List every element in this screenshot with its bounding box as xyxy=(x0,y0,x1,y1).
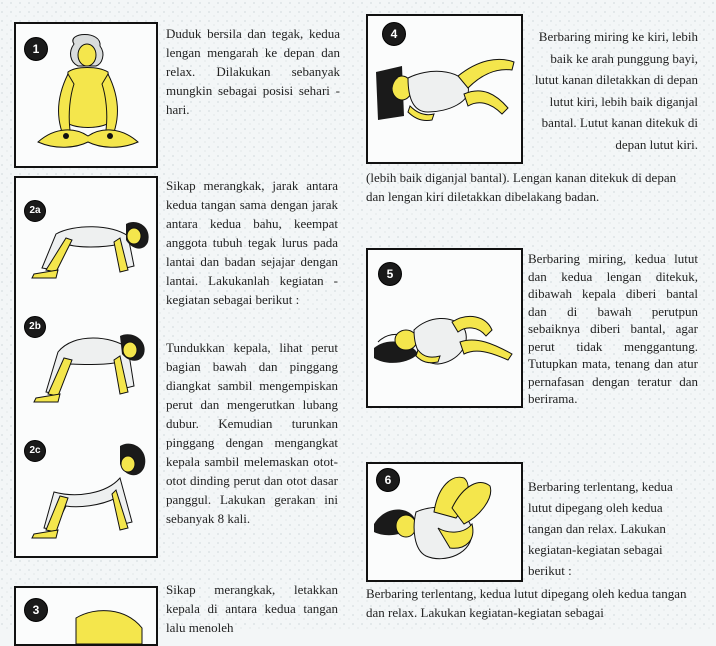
step-badge-4: 4 xyxy=(382,22,406,46)
illustration-panel-5 xyxy=(366,248,523,408)
instruction-6b: Berbaring terlentang, kedua lutut dipegang oleh kedua tangan dan relax. Lakukan kegiatan-kegiatan sebagai xyxy=(366,586,687,620)
step-badge-1: 1 xyxy=(24,37,48,61)
instruction-2a: Sikap merangkak, jarak antara kedua tangan sama dengan jarak antara kedua bahu, keempat anggota tubuh tegak lurus pada lantai dan badan sejajar dengan lantai. Lakukanlah kegiatan - kegiatan sebagai berikut : xyxy=(166,178,338,307)
crawling-figure-2c xyxy=(32,444,145,538)
crawling-figure-2a xyxy=(32,222,149,278)
instruction-3: Sikap merangkak, letakkan kepala di antara kedua tangan lalu menoleh xyxy=(166,582,338,635)
step-badge-6: 6 xyxy=(376,468,400,492)
step-badge-2c: 2c xyxy=(24,440,46,462)
illustration-panel-1 xyxy=(14,22,158,168)
crawling-figure-2b xyxy=(34,334,145,402)
illustration-panel-2 xyxy=(14,176,158,558)
step-badge-5: 5 xyxy=(378,262,402,286)
instruction-5: Berbaring miring, kedua lutut dan kedua lengan ditekuk, dibawah kepala diberi bantal dan di bawah perutpun sebaiknya diberi bantal, agar perut tidak menggantung. Tutupkan mata, tenang dan atur pernafasan dengan teratur dan berirama. xyxy=(528,251,698,406)
instruction-1: Duduk bersila dan tegak, kedua lengan mengarah ke depan dan relax. Dilakukan sebanyak mungkin sebagai posisi sehari - hari. xyxy=(166,26,340,117)
illustration-panel-6 xyxy=(366,462,523,582)
instruction-4a: Berbaring miring ke kiri, lebih baik ke arah punggung bayi, lutut kanan diletakkan di depan lutut kiri, lebih baik diganjal bantal. Lutut kanan ditekuk di depan lutut kiri. xyxy=(534,29,698,152)
step-badge-3: 3 xyxy=(24,598,48,622)
step-badge-2a: 2a xyxy=(24,200,46,222)
instruction-4b: (lebih baik diganjal bantal). Lengan kanan ditekuk di depan dan lengan kiri diletakkan dibelakang badan. xyxy=(366,170,677,204)
illustration-panel-3 xyxy=(14,586,158,646)
step-badge-2b: 2b xyxy=(24,316,46,338)
instruction-6a: Berbaring terlentang, kedua lutut dipegang oleh kedua tangan dan relax. Lakukan kegiatan-kegiatan sebagai berikut : xyxy=(528,479,673,578)
crawling-figures xyxy=(16,178,156,556)
illustration-panel-4 xyxy=(366,14,523,164)
instruction-2b: Tundukkan kepala, lihat perut bagian bawah dan pinggang diangkat sambil mengempiskan perut dan mengerutkan lubang dubur. Kemudian turunkan pinggang dengan mengangkat kepala sambil melemaskan otot-otot dinding perut dan otot dasar panggul. Lakukan gerakan ini sebanyak 8 kali. xyxy=(166,340,338,526)
